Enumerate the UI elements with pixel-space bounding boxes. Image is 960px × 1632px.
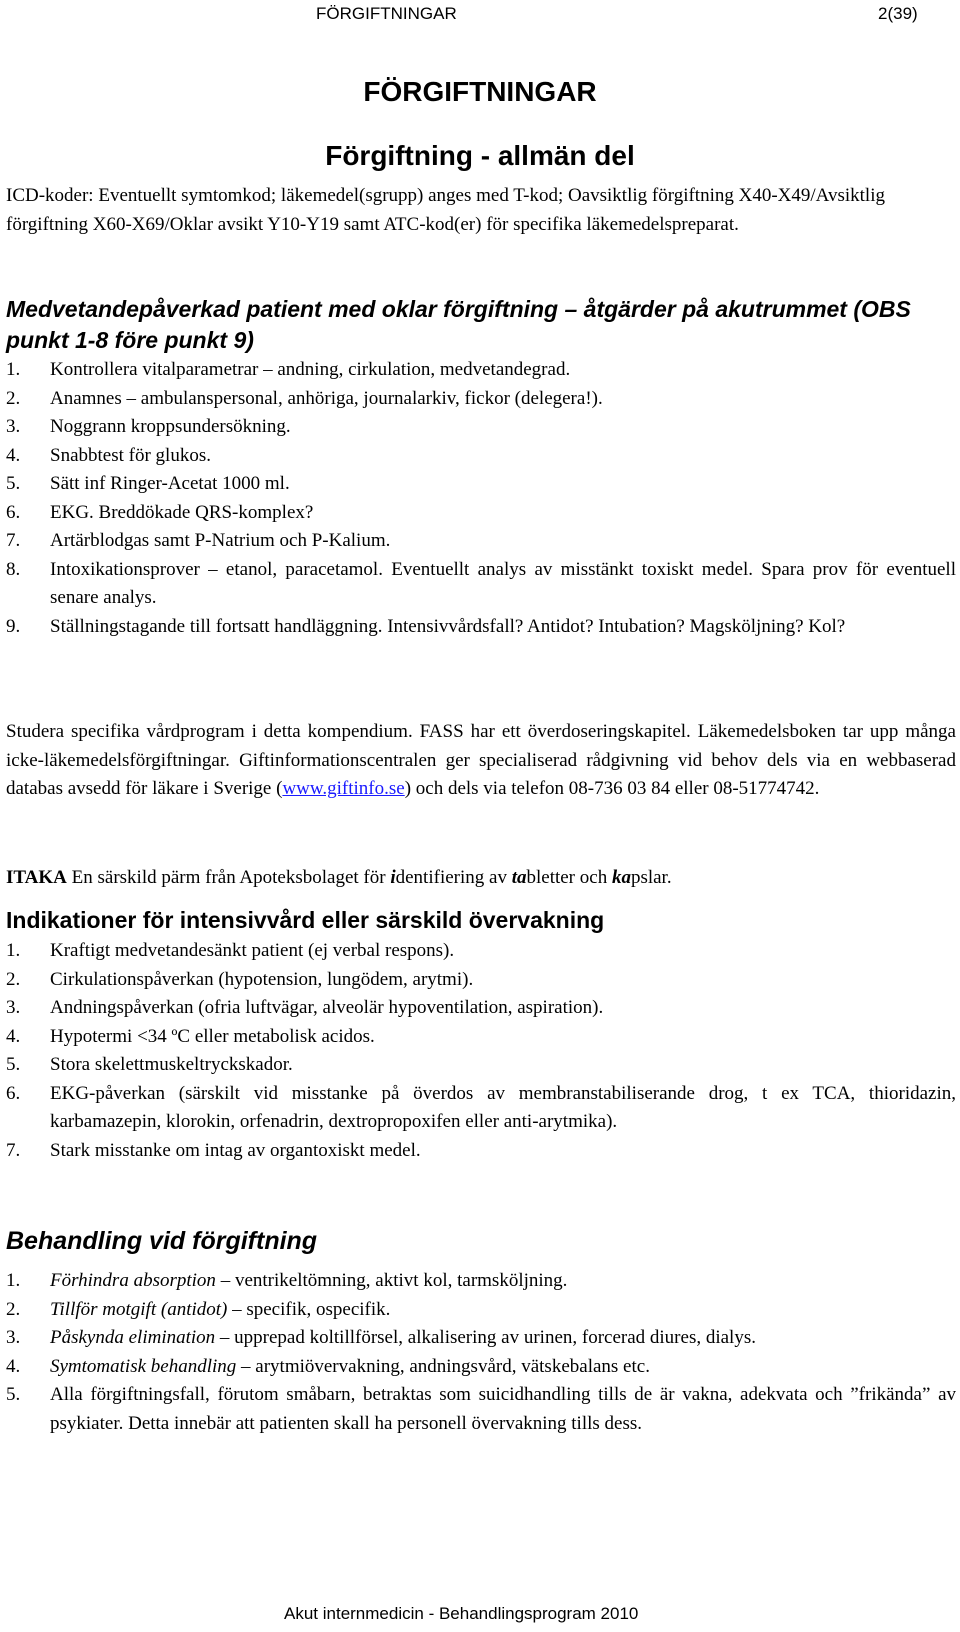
running-header bbox=[0, 4, 960, 28]
itaka-text: dentifiering av bbox=[395, 867, 512, 888]
itaka-label: ITAKA bbox=[6, 867, 67, 888]
section2-heading: Indikationer för intensivvård eller särskild övervakning bbox=[6, 907, 605, 933]
list-number: 1. bbox=[6, 1270, 21, 1291]
list-item bbox=[6, 385, 956, 414]
list-item bbox=[6, 1324, 956, 1353]
list-text: Stark misstanke om intag av organtoxiskt medel. bbox=[50, 1139, 421, 1161]
list-number: 3. bbox=[6, 1327, 21, 1348]
list-item bbox=[6, 1137, 956, 1166]
list-item bbox=[6, 470, 956, 499]
list-number: 1. bbox=[6, 940, 21, 961]
info-text-after: ) och dels via telefon 08-736 03 84 eller 08-51774742. bbox=[404, 778, 820, 799]
list-text: Hypotermi <34 ºC eller metabolisk acidos. bbox=[50, 1025, 375, 1047]
list-number: 7. bbox=[6, 530, 21, 551]
list-text: Stora skelettmuskeltryckskador. bbox=[50, 1054, 293, 1075]
header-page-number: 2(39) bbox=[878, 4, 918, 23]
list-item bbox=[6, 356, 956, 385]
list-item bbox=[6, 1381, 956, 1438]
list-item bbox=[6, 613, 956, 642]
list-number: 6. bbox=[6, 1082, 21, 1104]
list-text: Alla förgiftningsfall, förutom småbarn, betraktas som suicidhandling tills de är vakna, adekvata och ”frikända” av psykiater. Detta innebär att patienten skall ha personell övervakning tills dess. bbox=[50, 1384, 956, 1434]
header-title: FÖRGIFTNINGAR bbox=[316, 4, 457, 23]
list-text: EKG-påverkan (särskilt vid misstanke på överdos av membranstabiliserande drog, t ex TCA, thioridazin, karbamazepin, klorokin, orfenadrin, dextropropoxifen eller anti-arytmika). bbox=[50, 1082, 956, 1132]
list-number: 5. bbox=[6, 1054, 21, 1075]
giftinfo-link[interactable]: www.giftinfo.se bbox=[282, 778, 405, 799]
list-text: EKG. Breddökade QRS-komplex? bbox=[50, 501, 314, 523]
list-text: – arytmiövervakning, andningsvård, vätskebalans etc. bbox=[236, 1355, 650, 1377]
itaka-emphasis: i bbox=[390, 867, 396, 888]
list-item bbox=[6, 1023, 956, 1052]
list-item bbox=[6, 556, 956, 613]
info-text-before: Studera specifika vårdprogram i detta kompendium. FASS har ett överdoseringskapitel. Läkemedelsboken tar upp många icke-läkemedelsförgiftningar. Giftinformationscentralen ger specialiserad rådgivning vid behov dels via en webbaserad databas avsedd för läkare i Sverige ( bbox=[6, 721, 956, 799]
list-number: 5. bbox=[6, 1384, 21, 1405]
itaka-text: pslar. bbox=[630, 867, 672, 888]
list-number: 3. bbox=[6, 997, 21, 1018]
section3-list bbox=[6, 1267, 956, 1438]
itaka-emphasis: ka bbox=[611, 867, 631, 888]
list-number: 4. bbox=[6, 1025, 21, 1047]
itaka-paragraph bbox=[6, 864, 956, 893]
list-number: 2. bbox=[6, 968, 21, 990]
list-item bbox=[6, 442, 956, 471]
info-paragraph bbox=[6, 718, 956, 804]
list-text: Snabbtest för glukos. bbox=[50, 444, 211, 466]
list-item bbox=[6, 499, 956, 528]
list-emphasis: Symtomatisk behandling bbox=[50, 1355, 237, 1377]
list-number: 9. bbox=[6, 615, 21, 637]
list-text: Anamnes – ambulanspersonal, anhöriga, journalarkiv, fickor (delegera!). bbox=[50, 387, 603, 409]
sub-title: Förgiftning - allmän del bbox=[325, 140, 635, 171]
list-text: Cirkulationspåverkan (hypotension, lungödem, arytmi). bbox=[50, 968, 474, 990]
itaka-text: bletter och bbox=[526, 867, 612, 888]
section1-heading: Medvetandepåverkad patient med oklar förgiftning – åtgärder på akutrummet (OBS punkt 1-8 före punkt 9) bbox=[6, 296, 911, 353]
footer-text: Akut internmedicin - Behandlingsprogram 2010 bbox=[284, 1604, 639, 1623]
list-item bbox=[6, 1051, 956, 1080]
list-item bbox=[6, 994, 956, 1023]
list-item bbox=[6, 527, 956, 556]
itaka-text: En särskild pärm från Apoteksbolaget för bbox=[66, 867, 391, 888]
list-text: Kraftigt medvetandesänkt patient (ej verbal respons). bbox=[50, 940, 455, 961]
list-text: – upprepad koltillförsel, alkalisering av urinen, forcerad diures, dialys. bbox=[215, 1327, 756, 1348]
main-title: FÖRGIFTNINGAR bbox=[363, 76, 597, 107]
list-item bbox=[6, 1080, 956, 1137]
list-text: Noggrann kroppsundersökning. bbox=[50, 416, 291, 437]
list-text: Sätt inf Ringer-Acetat 1000 ml. bbox=[50, 473, 290, 494]
list-number: 4. bbox=[6, 1355, 21, 1377]
list-emphasis: Tillför motgift (antidot) bbox=[50, 1298, 228, 1320]
list-emphasis: Förhindra absorption bbox=[50, 1270, 216, 1291]
list-item bbox=[6, 937, 956, 966]
section2-list bbox=[6, 937, 956, 1165]
list-number: 1. bbox=[6, 359, 21, 380]
list-text: – specifik, ospecifik. bbox=[227, 1298, 391, 1320]
list-item bbox=[6, 1353, 956, 1382]
section3-heading: Behandling vid förgiftning bbox=[6, 1227, 318, 1255]
list-number: 2. bbox=[6, 1298, 21, 1320]
list-text: Andningspåverkan (ofria luftvägar, alveolär hypoventilation, aspiration). bbox=[50, 997, 604, 1018]
list-item bbox=[6, 966, 956, 995]
list-number: 3. bbox=[6, 416, 21, 437]
list-item bbox=[6, 413, 956, 442]
list-item bbox=[6, 1267, 956, 1296]
list-number: 4. bbox=[6, 444, 21, 466]
list-number: 8. bbox=[6, 558, 21, 580]
list-text: Intoxikationsprover – etanol, paracetamol. Eventuellt analys av misstänkt toxiskt medel. Spara prov för eventuell senare analys. bbox=[50, 558, 956, 608]
list-text: Ställningstagande till fortsatt handläggning. Intensivvårdsfall? Antidot? Intubation? Magsköljning? Kol? bbox=[50, 615, 846, 637]
list-number: 6. bbox=[6, 501, 21, 523]
itaka-emphasis: ta bbox=[511, 867, 527, 888]
list-number: 5. bbox=[6, 473, 21, 494]
section1-list bbox=[6, 356, 956, 641]
icd-paragraph bbox=[6, 182, 956, 239]
list-text: – ventrikeltömning, aktivt kol, tarmsköljning. bbox=[215, 1270, 568, 1291]
icd-text: ICD-koder: Eventuellt symtomkod; läkemedel(sgrupp) anges med T-kod; Oavsiktlig förgiftning X40-X49/Avsiktlig förgiftning X60-X69/Oklar avsikt Y10-Y19 samt ATC-kod(er) för specifika läkemedelspreparat. bbox=[6, 185, 885, 235]
list-item bbox=[6, 1296, 956, 1325]
list-text: Kontrollera vitalparametrar – andning, cirkulation, medvetandegrad. bbox=[50, 359, 571, 380]
list-number: 7. bbox=[6, 1139, 21, 1161]
list-text: Artärblodgas samt P-Natrium och P-Kalium. bbox=[50, 530, 391, 551]
list-number: 2. bbox=[6, 387, 21, 409]
list-emphasis: Påskynda elimination bbox=[50, 1327, 216, 1348]
